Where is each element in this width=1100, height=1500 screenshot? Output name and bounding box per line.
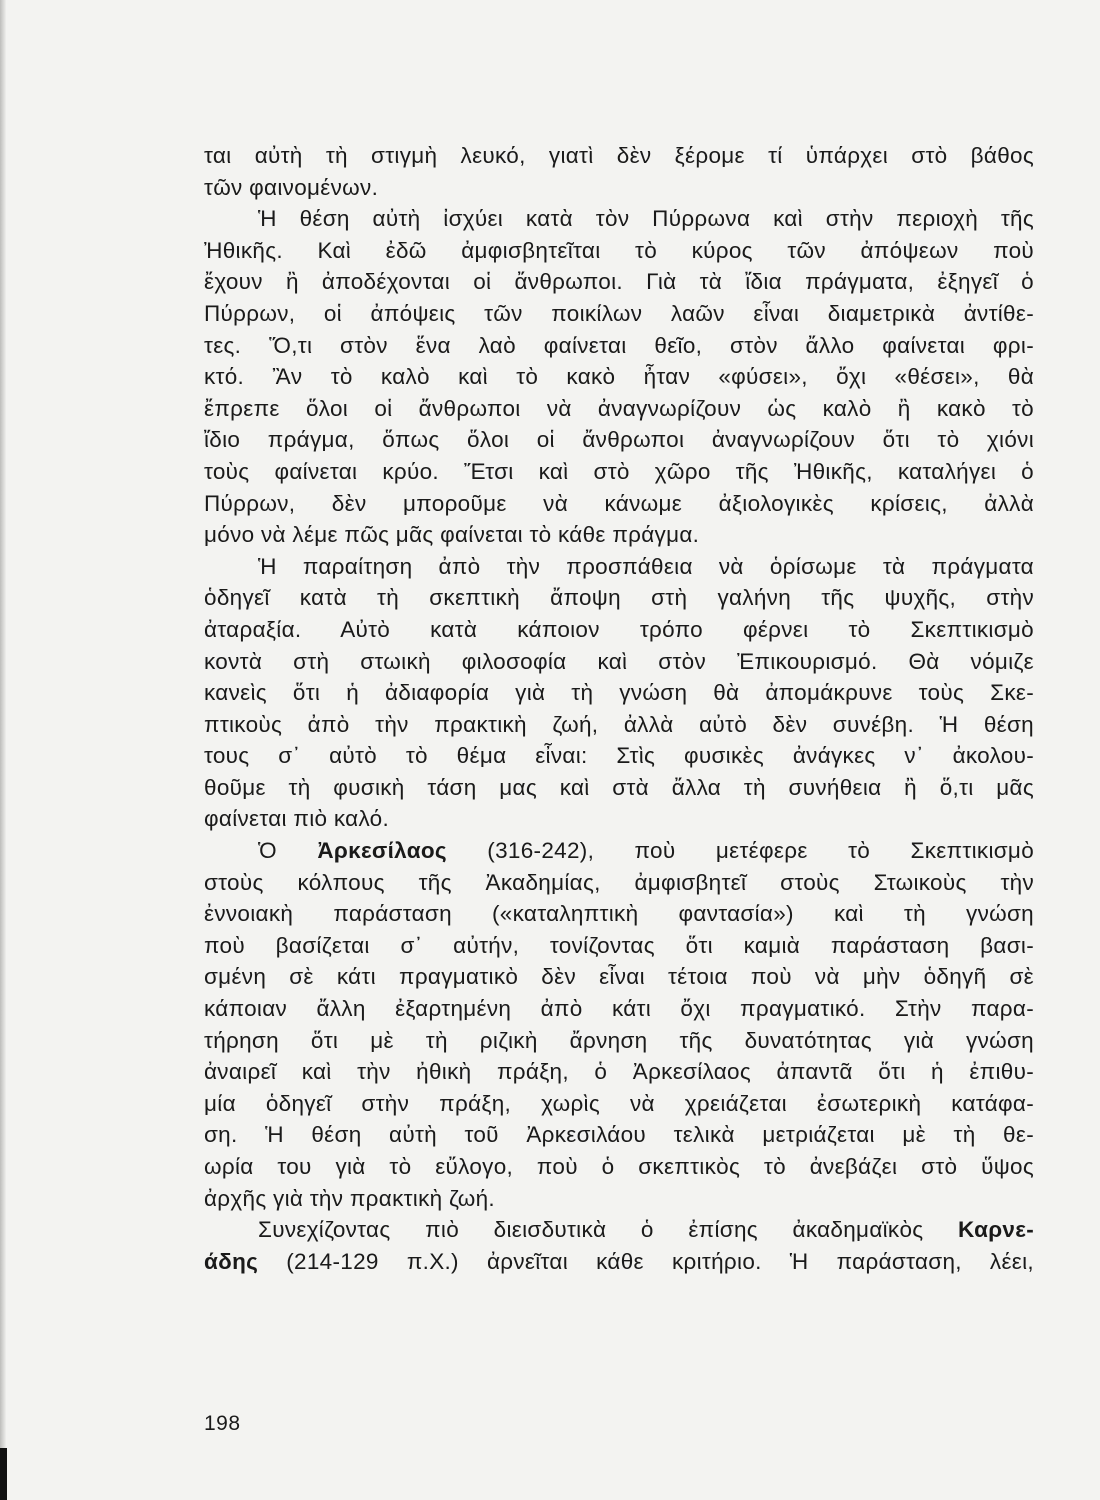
text-line: Ἠθικῆς. Καὶ ἐδῶ ἀμφισβητεῖται τὸ κύρος τῶν ἀπόψεων ποὺ [204, 237, 1034, 263]
text-line: ἀναιρεῖ καὶ τὴν ἠθικὴ πράξη, ὁ Ἀρκεσίλαος ἀπαντᾶ ὅτι ἡ ἐπιθυ- [204, 1059, 1034, 1085]
text-line: ἐννοιακὴ παράσταση («καταληπτικὴ φαντασία») καὶ τὴ γνώση [204, 901, 1034, 927]
name-karneades-part1: Καρνε- [958, 1217, 1034, 1243]
scan-corner-mark [0, 1448, 7, 1500]
text-line: κάποιαν ἄλλη ἐξαρτημένη ἀπὸ κάτι ὄχι πραγματικό. Στὴν παρα- [204, 996, 1034, 1022]
text-line: άδης (214-129 π.Χ.) ἀρνεῖται κάθε κριτήριο. Ἡ παράσταση, λέει, [204, 1248, 1034, 1274]
text-line: πτικοὺς ἀπὸ τὴν πρακτικὴ ζωή, ἀλλὰ αὐτὸ δὲν συνέβη. Ἡ θέση [204, 711, 1034, 737]
text-line: κανεὶς ὅτι ἡ ἀδιαφορία γιὰ τὴ γνώση θὰ ἀπομάκρυνε τοὺς Σκε- [204, 680, 1034, 706]
text-line: ποὺ βασίζεται σ᾽ αὐτήν, τονίζοντας ὅτι καμιὰ παράσταση βασι- [204, 932, 1034, 958]
name-karneades-part2: άδης [204, 1248, 259, 1274]
text-line: Ἡ θέση αὐτὴ ἰσχύει κατὰ τὸν Πύρρωνα καὶ στὴν περιοχὴ τῆς [258, 206, 1034, 232]
text-line: Πύρρων, δὲν μποροῦμε νὰ κάνωμε ἀξιολογικὲς κρίσεις, ἀλλὰ [204, 490, 1034, 516]
text-line: ἀρχῆς γιὰ τὴν πρακτικὴ ζωή. [204, 1185, 495, 1211]
text-line: ται αὐτὴ τὴ στιγμὴ λευκό, γιατὶ δὲν ξέρομε τί ὑπάρχει στὸ βάθος [204, 143, 1034, 168]
text-line: ἀταραξία. Αὐτὸ κατὰ κάποιον τρόπο φέρνει τὸ Σκεπτικισμὸ [204, 616, 1034, 642]
name-arkesilaos: Ἀρκεσίλαος [317, 838, 447, 864]
text-line: τους σ᾽ αὐτὸ τὸ θέμα εἶναι: Στὶς φυσικὲς ἀνάγκες ν᾽ ἀκολου- [204, 743, 1034, 769]
text-line: Συνεχίζοντας πιὸ διεισδυτικὰ ὁ ἐπίσης ἀκαδημαϊκὸς Καρνε- [258, 1217, 1034, 1243]
page-number: 198 [204, 1412, 241, 1435]
text-line: μόνο νὰ λέμε πῶς μᾶς φαίνεται τὸ κάθε πράγμα. [204, 522, 700, 548]
text-line: Πύρρων, οἱ ἀπόψεις τῶν ποικίλων λαῶν εἶναι διαμετρικὰ ἀντίθε- [204, 300, 1034, 326]
text-line: ἔπρεπε ὅλοι οἱ ἄνθρωποι νὰ ἀναγνωρίζουν ὡς καλὸ ἢ κακὸ τὸ [204, 395, 1034, 421]
text-line: τῶν φαινομένων. [204, 174, 379, 200]
text-line: κοντὰ στὴ στωικὴ φιλοσοφία καὶ στὸν Ἐπικουρισμό. Θὰ νόμιζε [204, 648, 1034, 674]
page-edge-shadow [0, 0, 6, 1500]
text-line: Ὁ Ἀρκεσίλαος (316-242), ποὺ μετέφερε τὸ Σκεπτικισμὸ [258, 838, 1035, 864]
text-line: φαίνεται πιὸ καλό. [204, 806, 390, 832]
text-line: κτό. Ἂν τὸ καλὸ καὶ τὸ κακὸ ἦταν «φύσει», ὄχι «θέσει», θὰ [204, 364, 1034, 390]
text-line: ση. Ἡ θέση αὐτὴ τοῦ Ἀρκεσιλάου τελικὰ μετριάζεται μὲ τὴ θε- [204, 1122, 1034, 1148]
body-text [204, 140, 1034, 1277]
text-line: στοὺς κόλπους τῆς Ἀκαδημίας, ἀμφισβητεῖ στοὺς Στωικοὺς τὴν [204, 869, 1034, 895]
text-line: ωρία του γιὰ τὸ εὔλογο, ποὺ ὁ σκεπτικὸς τὸ ἀνεβάζει στὸ ὕψος [204, 1154, 1034, 1179]
text-line: μία ὁδηγεῖ στὴν πράξη, χωρὶς νὰ χρειάζεται ἐσωτερικὴ κατάφα- [204, 1090, 1034, 1116]
text-line: Ἡ παραίτηση ἀπὸ τὴν προσπάθεια νὰ ὁρίσωμε τὰ πράγματα [258, 553, 1034, 579]
text-line: τήρηση ὅτι μὲ τὴ ριζικὴ ἄρνηση τῆς δυνατότητας γιὰ γνώση [204, 1027, 1034, 1053]
text-line: σμένη σὲ κάτι πραγματικὸ δὲν εἶναι τέτοια ποὺ νὰ μὴν ὁδηγῆ σὲ [204, 964, 1034, 990]
text-line: θοῦμε τὴ φυσικὴ τάση μας καὶ στὰ ἄλλα τὴ συνήθεια ἢ ὅ,τι μᾶς [204, 774, 1034, 800]
text-line: τοὺς φαίνεται κρύο. Ἔτσι καὶ στὸ χῶρο τῆς Ἠθικῆς, καταλήγει ὁ [204, 458, 1034, 484]
text-line: τες. Ὅ,τι στὸν ἕνα λαὸ φαίνεται θεῖο, στὸν ἄλλο φαίνεται φρι- [204, 332, 1034, 358]
text-line: ἔχουν ἢ ἀποδέχονται οἱ ἄνθρωποι. Γιὰ τὰ ἴδια πράγματα, ἐξηγεῖ ὁ [204, 269, 1034, 295]
text-line: ἴδιο πράγμα, ὅπως ὅλοι οἱ ἄνθρωποι ἀναγνωρίζουν ὅτι τὸ χιόνι [204, 427, 1034, 453]
text-line: ὁδηγεῖ κατὰ τὴ σκεπτικὴ ἄποψη στὴ γαλήνη τῆς ψυχῆς, στὴν [204, 585, 1034, 611]
